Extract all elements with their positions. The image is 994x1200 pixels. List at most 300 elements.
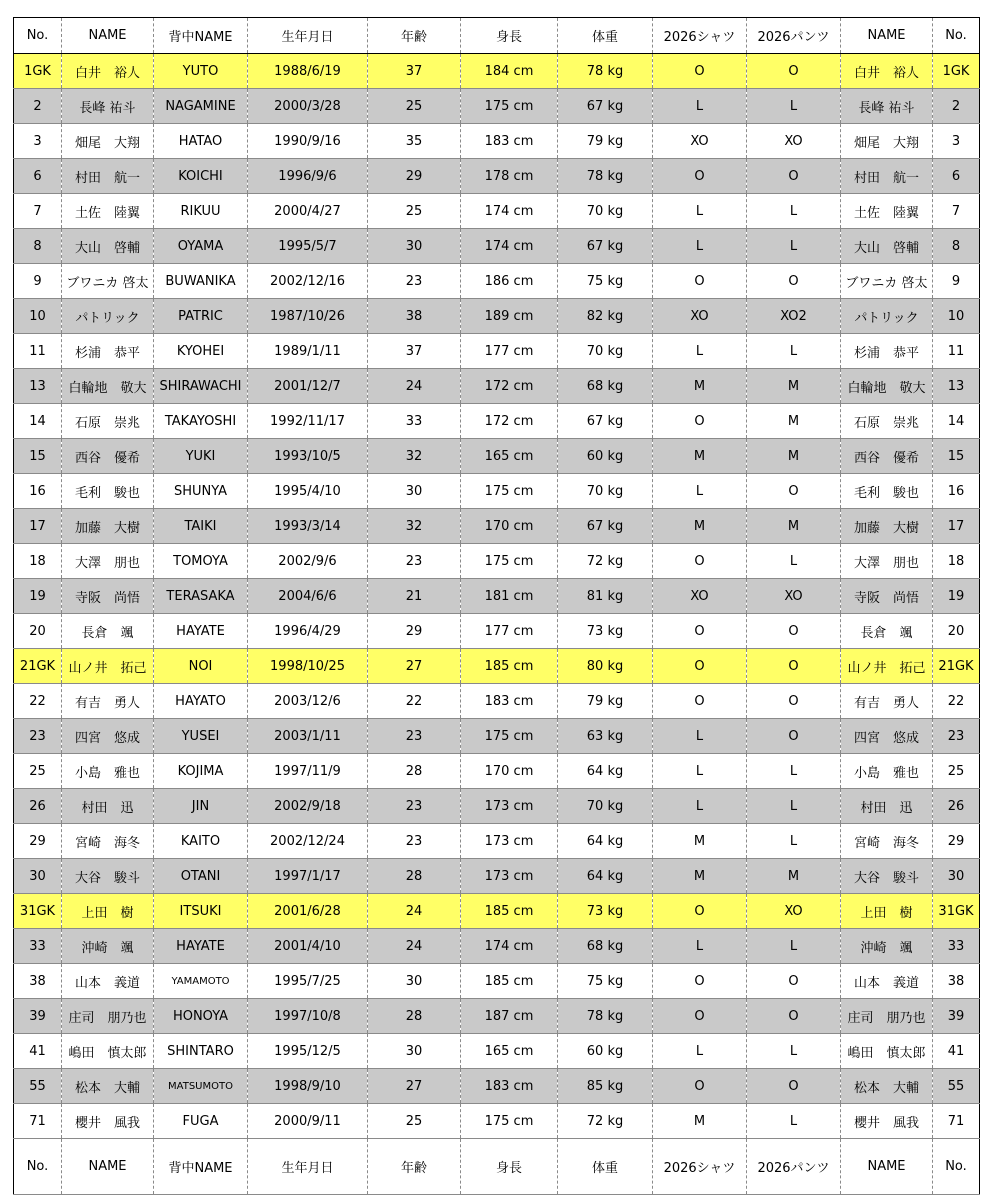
table-row — [14, 404, 980, 439]
player-number-cell: 71 — [14, 1104, 62, 1139]
shirt-size-cell: L — [653, 719, 747, 754]
pants-size-cell: O — [747, 684, 841, 719]
player-number-right-cell: 8 — [933, 229, 980, 264]
player-number-right-cell: 23 — [933, 719, 980, 754]
table-row — [14, 89, 980, 124]
back-name-cell: KOICHI — [154, 159, 248, 194]
height-cell: 174 cm — [461, 194, 558, 229]
player-name-cell: 上田 樹 — [62, 894, 154, 929]
player-name-right-cell: 有吉 勇人 — [841, 684, 933, 719]
age-cell: 28 — [368, 754, 461, 789]
player-name-cell: 嶋田 慎太郎 — [62, 1034, 154, 1069]
birthdate-cell: 1995/4/10 — [248, 474, 368, 509]
weight-cell: 68 kg — [558, 929, 653, 964]
birthdate-cell: 1995/12/5 — [248, 1034, 368, 1069]
weight-cell: 80 kg — [558, 649, 653, 684]
height-cell: 170 cm — [461, 509, 558, 544]
footer-header-birthdate: 生年月日 — [248, 1139, 368, 1195]
pants-size-cell: XO2 — [747, 299, 841, 334]
pants-size-cell: O — [747, 964, 841, 999]
weight-cell: 75 kg — [558, 964, 653, 999]
age-cell: 23 — [368, 264, 461, 299]
shirt-size-cell: M — [653, 1104, 747, 1139]
pants-size-cell: L — [747, 89, 841, 124]
age-cell: 23 — [368, 824, 461, 859]
birthdate-cell: 1997/10/8 — [248, 999, 368, 1034]
pants-size-cell: O — [747, 649, 841, 684]
weight-cell: 78 kg — [558, 54, 653, 89]
pants-size-cell: XO — [747, 894, 841, 929]
birthdate-cell: 1997/1/17 — [248, 859, 368, 894]
table-row — [14, 509, 980, 544]
footer-header-age: 年齢 — [368, 1139, 461, 1195]
player-name-cell: 庄司 朋乃也 — [62, 999, 154, 1034]
player-name-cell: 土佐 陸翼 — [62, 194, 154, 229]
player-number-cell: 18 — [14, 544, 62, 579]
table-row — [14, 229, 980, 264]
shirt-size-cell: M — [653, 439, 747, 474]
player-name-right-cell: 四宮 悠成 — [841, 719, 933, 754]
birthdate-cell: 2004/6/6 — [248, 579, 368, 614]
age-cell: 28 — [368, 999, 461, 1034]
player-number-right-cell: 14 — [933, 404, 980, 439]
back-name-cell: TOMOYA — [154, 544, 248, 579]
age-cell: 37 — [368, 54, 461, 89]
height-cell: 170 cm — [461, 754, 558, 789]
weight-cell: 60 kg — [558, 439, 653, 474]
player-number-right-cell: 41 — [933, 1034, 980, 1069]
table-row — [14, 159, 980, 194]
age-cell: 25 — [368, 194, 461, 229]
player-number-cell: 13 — [14, 369, 62, 404]
back-name-cell: OTANI — [154, 859, 248, 894]
birthdate-cell: 1996/9/6 — [248, 159, 368, 194]
player-number-cell: 6 — [14, 159, 62, 194]
table-row — [14, 579, 980, 614]
player-name-cell: パトリック — [62, 299, 154, 334]
footer-row — [14, 1139, 980, 1195]
player-number-right-cell: 31GK — [933, 894, 980, 929]
birthdate-cell: 2001/4/10 — [248, 929, 368, 964]
pants-size-cell: L — [747, 229, 841, 264]
footer-header-weight: 体重 — [558, 1139, 653, 1195]
weight-cell: 73 kg — [558, 894, 653, 929]
shirt-size-cell: M — [653, 824, 747, 859]
pants-size-cell: M — [747, 859, 841, 894]
player-number-right-cell: 18 — [933, 544, 980, 579]
birthdate-cell: 1995/7/25 — [248, 964, 368, 999]
pants-size-cell: O — [747, 1069, 841, 1104]
back-name-cell: HAYATE — [154, 929, 248, 964]
player-number-right-cell: 9 — [933, 264, 980, 299]
header-back-name: 背中NAME — [154, 18, 248, 54]
table-row — [14, 964, 980, 999]
shirt-size-cell: O — [653, 264, 747, 299]
back-name-cell: TAIKI — [154, 509, 248, 544]
player-name-cell: 西谷 優希 — [62, 439, 154, 474]
player-number-right-cell: 30 — [933, 859, 980, 894]
height-cell: 174 cm — [461, 229, 558, 264]
table-row — [14, 824, 980, 859]
player-name-right-cell: 大澤 朋也 — [841, 544, 933, 579]
shirt-size-cell: O — [653, 684, 747, 719]
player-number-cell: 16 — [14, 474, 62, 509]
shirt-size-cell: L — [653, 789, 747, 824]
weight-cell: 70 kg — [558, 194, 653, 229]
shirt-size-cell: L — [653, 89, 747, 124]
birthdate-cell: 2002/12/24 — [248, 824, 368, 859]
player-number-right-cell: 71 — [933, 1104, 980, 1139]
birthdate-cell: 1996/4/29 — [248, 614, 368, 649]
weight-cell: 79 kg — [558, 124, 653, 159]
roster-body — [14, 54, 980, 1139]
player-name-right-cell: 寺阪 尚悟 — [841, 579, 933, 614]
table-row — [14, 614, 980, 649]
player-name-cell: 村田 迅 — [62, 789, 154, 824]
birthdate-cell: 2001/6/28 — [248, 894, 368, 929]
header-weight: 体重 — [558, 18, 653, 54]
shirt-size-cell: O — [653, 964, 747, 999]
back-name-cell: HATAO — [154, 124, 248, 159]
birthdate-cell: 1990/9/16 — [248, 124, 368, 159]
player-name-cell: 松本 大輔 — [62, 1069, 154, 1104]
weight-cell: 60 kg — [558, 1034, 653, 1069]
player-name-cell: 加藤 大樹 — [62, 509, 154, 544]
table-row — [14, 1034, 980, 1069]
height-cell: 178 cm — [461, 159, 558, 194]
height-cell: 183 cm — [461, 684, 558, 719]
player-number-cell: 11 — [14, 334, 62, 369]
back-name-cell: BUWANIKA — [154, 264, 248, 299]
age-cell: 30 — [368, 474, 461, 509]
shirt-size-cell: L — [653, 229, 747, 264]
back-name-cell: TERASAKA — [154, 579, 248, 614]
player-number-right-cell: 20 — [933, 614, 980, 649]
roster-table — [13, 17, 980, 1195]
pants-size-cell: M — [747, 509, 841, 544]
age-cell: 23 — [368, 789, 461, 824]
player-name-right-cell: 杉浦 恭平 — [841, 334, 933, 369]
player-number-cell: 20 — [14, 614, 62, 649]
back-name-cell: MATSUMOTO — [154, 1069, 248, 1104]
back-name-cell: YUKI — [154, 439, 248, 474]
player-name-right-cell: 庄司 朋乃也 — [841, 999, 933, 1034]
table-row — [14, 334, 980, 369]
height-cell: 185 cm — [461, 964, 558, 999]
weight-cell: 85 kg — [558, 1069, 653, 1104]
player-name-cell: ブワニカ 啓太 — [62, 264, 154, 299]
player-name-right-cell: 大山 啓輔 — [841, 229, 933, 264]
birthdate-cell: 2002/9/18 — [248, 789, 368, 824]
back-name-cell: HONOYA — [154, 999, 248, 1034]
height-cell: 165 cm — [461, 439, 558, 474]
player-name-right-cell: 毛利 駿也 — [841, 474, 933, 509]
player-name-right-cell: 沖崎 颯 — [841, 929, 933, 964]
player-name-right-cell: 長倉 颯 — [841, 614, 933, 649]
player-number-right-cell: 25 — [933, 754, 980, 789]
height-cell: 181 cm — [461, 579, 558, 614]
player-number-cell: 19 — [14, 579, 62, 614]
age-cell: 23 — [368, 544, 461, 579]
height-cell: 173 cm — [461, 859, 558, 894]
player-name-right-cell: 松本 大輔 — [841, 1069, 933, 1104]
shirt-size-cell: L — [653, 929, 747, 964]
player-name-right-cell: 畑尾 大翔 — [841, 124, 933, 159]
footer-header-name-right: NAME — [841, 1139, 933, 1195]
weight-cell: 68 kg — [558, 369, 653, 404]
birthdate-cell: 1993/10/5 — [248, 439, 368, 474]
player-number-right-cell: 1GK — [933, 54, 980, 89]
table-row — [14, 999, 980, 1034]
player-name-right-cell: 宮崎 海冬 — [841, 824, 933, 859]
player-number-right-cell: 22 — [933, 684, 980, 719]
age-cell: 29 — [368, 159, 461, 194]
weight-cell: 64 kg — [558, 754, 653, 789]
height-cell: 172 cm — [461, 404, 558, 439]
player-name-right-cell: 櫻井 風我 — [841, 1104, 933, 1139]
pants-size-cell: O — [747, 999, 841, 1034]
birthdate-cell: 1995/5/7 — [248, 229, 368, 264]
height-cell: 173 cm — [461, 789, 558, 824]
birthdate-cell: 2002/9/6 — [248, 544, 368, 579]
shirt-size-cell: M — [653, 369, 747, 404]
player-number-right-cell: 33 — [933, 929, 980, 964]
footer-header-name: NAME — [62, 1139, 154, 1195]
height-cell: 165 cm — [461, 1034, 558, 1069]
birthdate-cell: 2000/3/28 — [248, 89, 368, 124]
player-name-right-cell: 石原 崇兆 — [841, 404, 933, 439]
player-number-cell: 25 — [14, 754, 62, 789]
age-cell: 25 — [368, 1104, 461, 1139]
player-number-cell: 29 — [14, 824, 62, 859]
player-number-cell: 38 — [14, 964, 62, 999]
player-name-cell: 毛利 駿也 — [62, 474, 154, 509]
player-number-cell: 2 — [14, 89, 62, 124]
table-row — [14, 124, 980, 159]
shirt-size-cell: O — [653, 1069, 747, 1104]
pants-size-cell: L — [747, 194, 841, 229]
back-name-cell: KAITO — [154, 824, 248, 859]
birthdate-cell: 2003/1/11 — [248, 719, 368, 754]
weight-cell: 82 kg — [558, 299, 653, 334]
age-cell: 24 — [368, 894, 461, 929]
player-name-right-cell: 白井 裕人 — [841, 54, 933, 89]
shirt-size-cell: L — [653, 754, 747, 789]
player-number-cell: 15 — [14, 439, 62, 474]
player-number-cell: 21GK — [14, 649, 62, 684]
pants-size-cell: L — [747, 754, 841, 789]
weight-cell: 67 kg — [558, 404, 653, 439]
player-number-right-cell: 11 — [933, 334, 980, 369]
age-cell: 24 — [368, 929, 461, 964]
player-number-cell: 10 — [14, 299, 62, 334]
age-cell: 24 — [368, 369, 461, 404]
player-number-cell: 7 — [14, 194, 62, 229]
footer-header-shirt-2026: 2026シャツ — [653, 1139, 747, 1195]
player-name-right-cell: 大谷 駿斗 — [841, 859, 933, 894]
height-cell: 175 cm — [461, 89, 558, 124]
table-row — [14, 929, 980, 964]
player-number-cell: 33 — [14, 929, 62, 964]
player-name-cell: 櫻井 風我 — [62, 1104, 154, 1139]
player-name-right-cell: 白輪地 敬大 — [841, 369, 933, 404]
height-cell: 183 cm — [461, 124, 558, 159]
birthdate-cell: 1989/1/11 — [248, 334, 368, 369]
player-name-cell: 村田 航一 — [62, 159, 154, 194]
player-number-right-cell: 10 — [933, 299, 980, 334]
shirt-size-cell: O — [653, 999, 747, 1034]
player-name-right-cell: 村田 航一 — [841, 159, 933, 194]
age-cell: 29 — [368, 614, 461, 649]
pants-size-cell: L — [747, 789, 841, 824]
player-name-cell: 四宮 悠成 — [62, 719, 154, 754]
player-name-right-cell: 山ノ井 拓己 — [841, 649, 933, 684]
weight-cell: 70 kg — [558, 474, 653, 509]
weight-cell: 64 kg — [558, 859, 653, 894]
player-name-cell: 白井 裕人 — [62, 54, 154, 89]
shirt-size-cell: O — [653, 894, 747, 929]
player-name-cell: 山ノ井 拓己 — [62, 649, 154, 684]
weight-cell: 70 kg — [558, 334, 653, 369]
player-name-right-cell: 加藤 大樹 — [841, 509, 933, 544]
footer-header-no: No. — [14, 1139, 62, 1195]
player-number-right-cell: 29 — [933, 824, 980, 859]
shirt-size-cell: O — [653, 544, 747, 579]
table-row-goalkeeper — [14, 894, 980, 929]
player-number-cell: 41 — [14, 1034, 62, 1069]
header-shirt-2026: 2026シャツ — [653, 18, 747, 54]
height-cell: 175 cm — [461, 1104, 558, 1139]
table-row — [14, 264, 980, 299]
back-name-cell: SHUNYA — [154, 474, 248, 509]
weight-cell: 81 kg — [558, 579, 653, 614]
age-cell: 23 — [368, 719, 461, 754]
player-number-right-cell: 3 — [933, 124, 980, 159]
pants-size-cell: L — [747, 334, 841, 369]
player-number-cell: 9 — [14, 264, 62, 299]
shirt-size-cell: XO — [653, 579, 747, 614]
table-row — [14, 859, 980, 894]
player-number-right-cell: 38 — [933, 964, 980, 999]
footer-header-back-name: 背中NAME — [154, 1139, 248, 1195]
pants-size-cell: L — [747, 929, 841, 964]
height-cell: 184 cm — [461, 54, 558, 89]
table-row — [14, 439, 980, 474]
age-cell: 33 — [368, 404, 461, 439]
player-number-right-cell: 17 — [933, 509, 980, 544]
pants-size-cell: O — [747, 159, 841, 194]
table-row — [14, 474, 980, 509]
pants-size-cell: M — [747, 439, 841, 474]
player-name-right-cell: 西谷 優希 — [841, 439, 933, 474]
back-name-cell: PATRIC — [154, 299, 248, 334]
weight-cell: 79 kg — [558, 684, 653, 719]
shirt-size-cell: XO — [653, 124, 747, 159]
back-name-cell: YAMAMOTO — [154, 964, 248, 999]
table-row — [14, 719, 980, 754]
player-number-right-cell: 55 — [933, 1069, 980, 1104]
back-name-cell: YUSEI — [154, 719, 248, 754]
player-name-cell: 畑尾 大翔 — [62, 124, 154, 159]
pants-size-cell: L — [747, 544, 841, 579]
header-no-right: No. — [933, 18, 980, 54]
height-cell: 174 cm — [461, 929, 558, 964]
player-number-cell: 23 — [14, 719, 62, 754]
height-cell: 183 cm — [461, 1069, 558, 1104]
shirt-size-cell: O — [653, 404, 747, 439]
weight-cell: 78 kg — [558, 159, 653, 194]
age-cell: 21 — [368, 579, 461, 614]
player-number-cell: 39 — [14, 999, 62, 1034]
pants-size-cell: O — [747, 474, 841, 509]
pants-size-cell: M — [747, 404, 841, 439]
weight-cell: 75 kg — [558, 264, 653, 299]
weight-cell: 64 kg — [558, 824, 653, 859]
shirt-size-cell: L — [653, 194, 747, 229]
player-name-cell: 寺阪 尚悟 — [62, 579, 154, 614]
age-cell: 28 — [368, 859, 461, 894]
player-number-cell: 55 — [14, 1069, 62, 1104]
table-row — [14, 1104, 980, 1139]
back-name-cell: KYOHEI — [154, 334, 248, 369]
back-name-cell: KOJIMA — [154, 754, 248, 789]
birthdate-cell: 1998/10/25 — [248, 649, 368, 684]
table-row — [14, 1069, 980, 1104]
player-name-cell: 長倉 颯 — [62, 614, 154, 649]
height-cell: 185 cm — [461, 649, 558, 684]
table-row — [14, 754, 980, 789]
table-row — [14, 299, 980, 334]
header-name: NAME — [62, 18, 154, 54]
player-name-right-cell: 小島 雅也 — [841, 754, 933, 789]
weight-cell: 67 kg — [558, 229, 653, 264]
player-number-cell: 17 — [14, 509, 62, 544]
birthdate-cell: 1992/11/17 — [248, 404, 368, 439]
player-name-right-cell: 上田 樹 — [841, 894, 933, 929]
player-number-cell: 30 — [14, 859, 62, 894]
shirt-size-cell: XO — [653, 299, 747, 334]
header-birthdate: 生年月日 — [248, 18, 368, 54]
table-row — [14, 194, 980, 229]
birthdate-cell: 2003/12/6 — [248, 684, 368, 719]
pants-size-cell: L — [747, 824, 841, 859]
shirt-size-cell: O — [653, 614, 747, 649]
table-row — [14, 789, 980, 824]
back-name-cell: HAYATO — [154, 684, 248, 719]
birthdate-cell: 1993/3/14 — [248, 509, 368, 544]
player-number-right-cell: 6 — [933, 159, 980, 194]
birthdate-cell: 1987/10/26 — [248, 299, 368, 334]
height-cell: 175 cm — [461, 544, 558, 579]
player-number-cell: 8 — [14, 229, 62, 264]
age-cell: 30 — [368, 964, 461, 999]
table-row — [14, 544, 980, 579]
height-cell: 185 cm — [461, 894, 558, 929]
player-name-right-cell: パトリック — [841, 299, 933, 334]
age-cell: 38 — [368, 299, 461, 334]
player-number-right-cell: 39 — [933, 999, 980, 1034]
age-cell: 27 — [368, 649, 461, 684]
pants-size-cell: M — [747, 369, 841, 404]
pants-size-cell: O — [747, 264, 841, 299]
player-name-cell: 山本 義道 — [62, 964, 154, 999]
back-name-cell: ITSUKI — [154, 894, 248, 929]
age-cell: 30 — [368, 229, 461, 264]
shirt-size-cell: L — [653, 334, 747, 369]
pants-size-cell: O — [747, 614, 841, 649]
player-name-cell: 小島 雅也 — [62, 754, 154, 789]
player-number-right-cell: 2 — [933, 89, 980, 124]
